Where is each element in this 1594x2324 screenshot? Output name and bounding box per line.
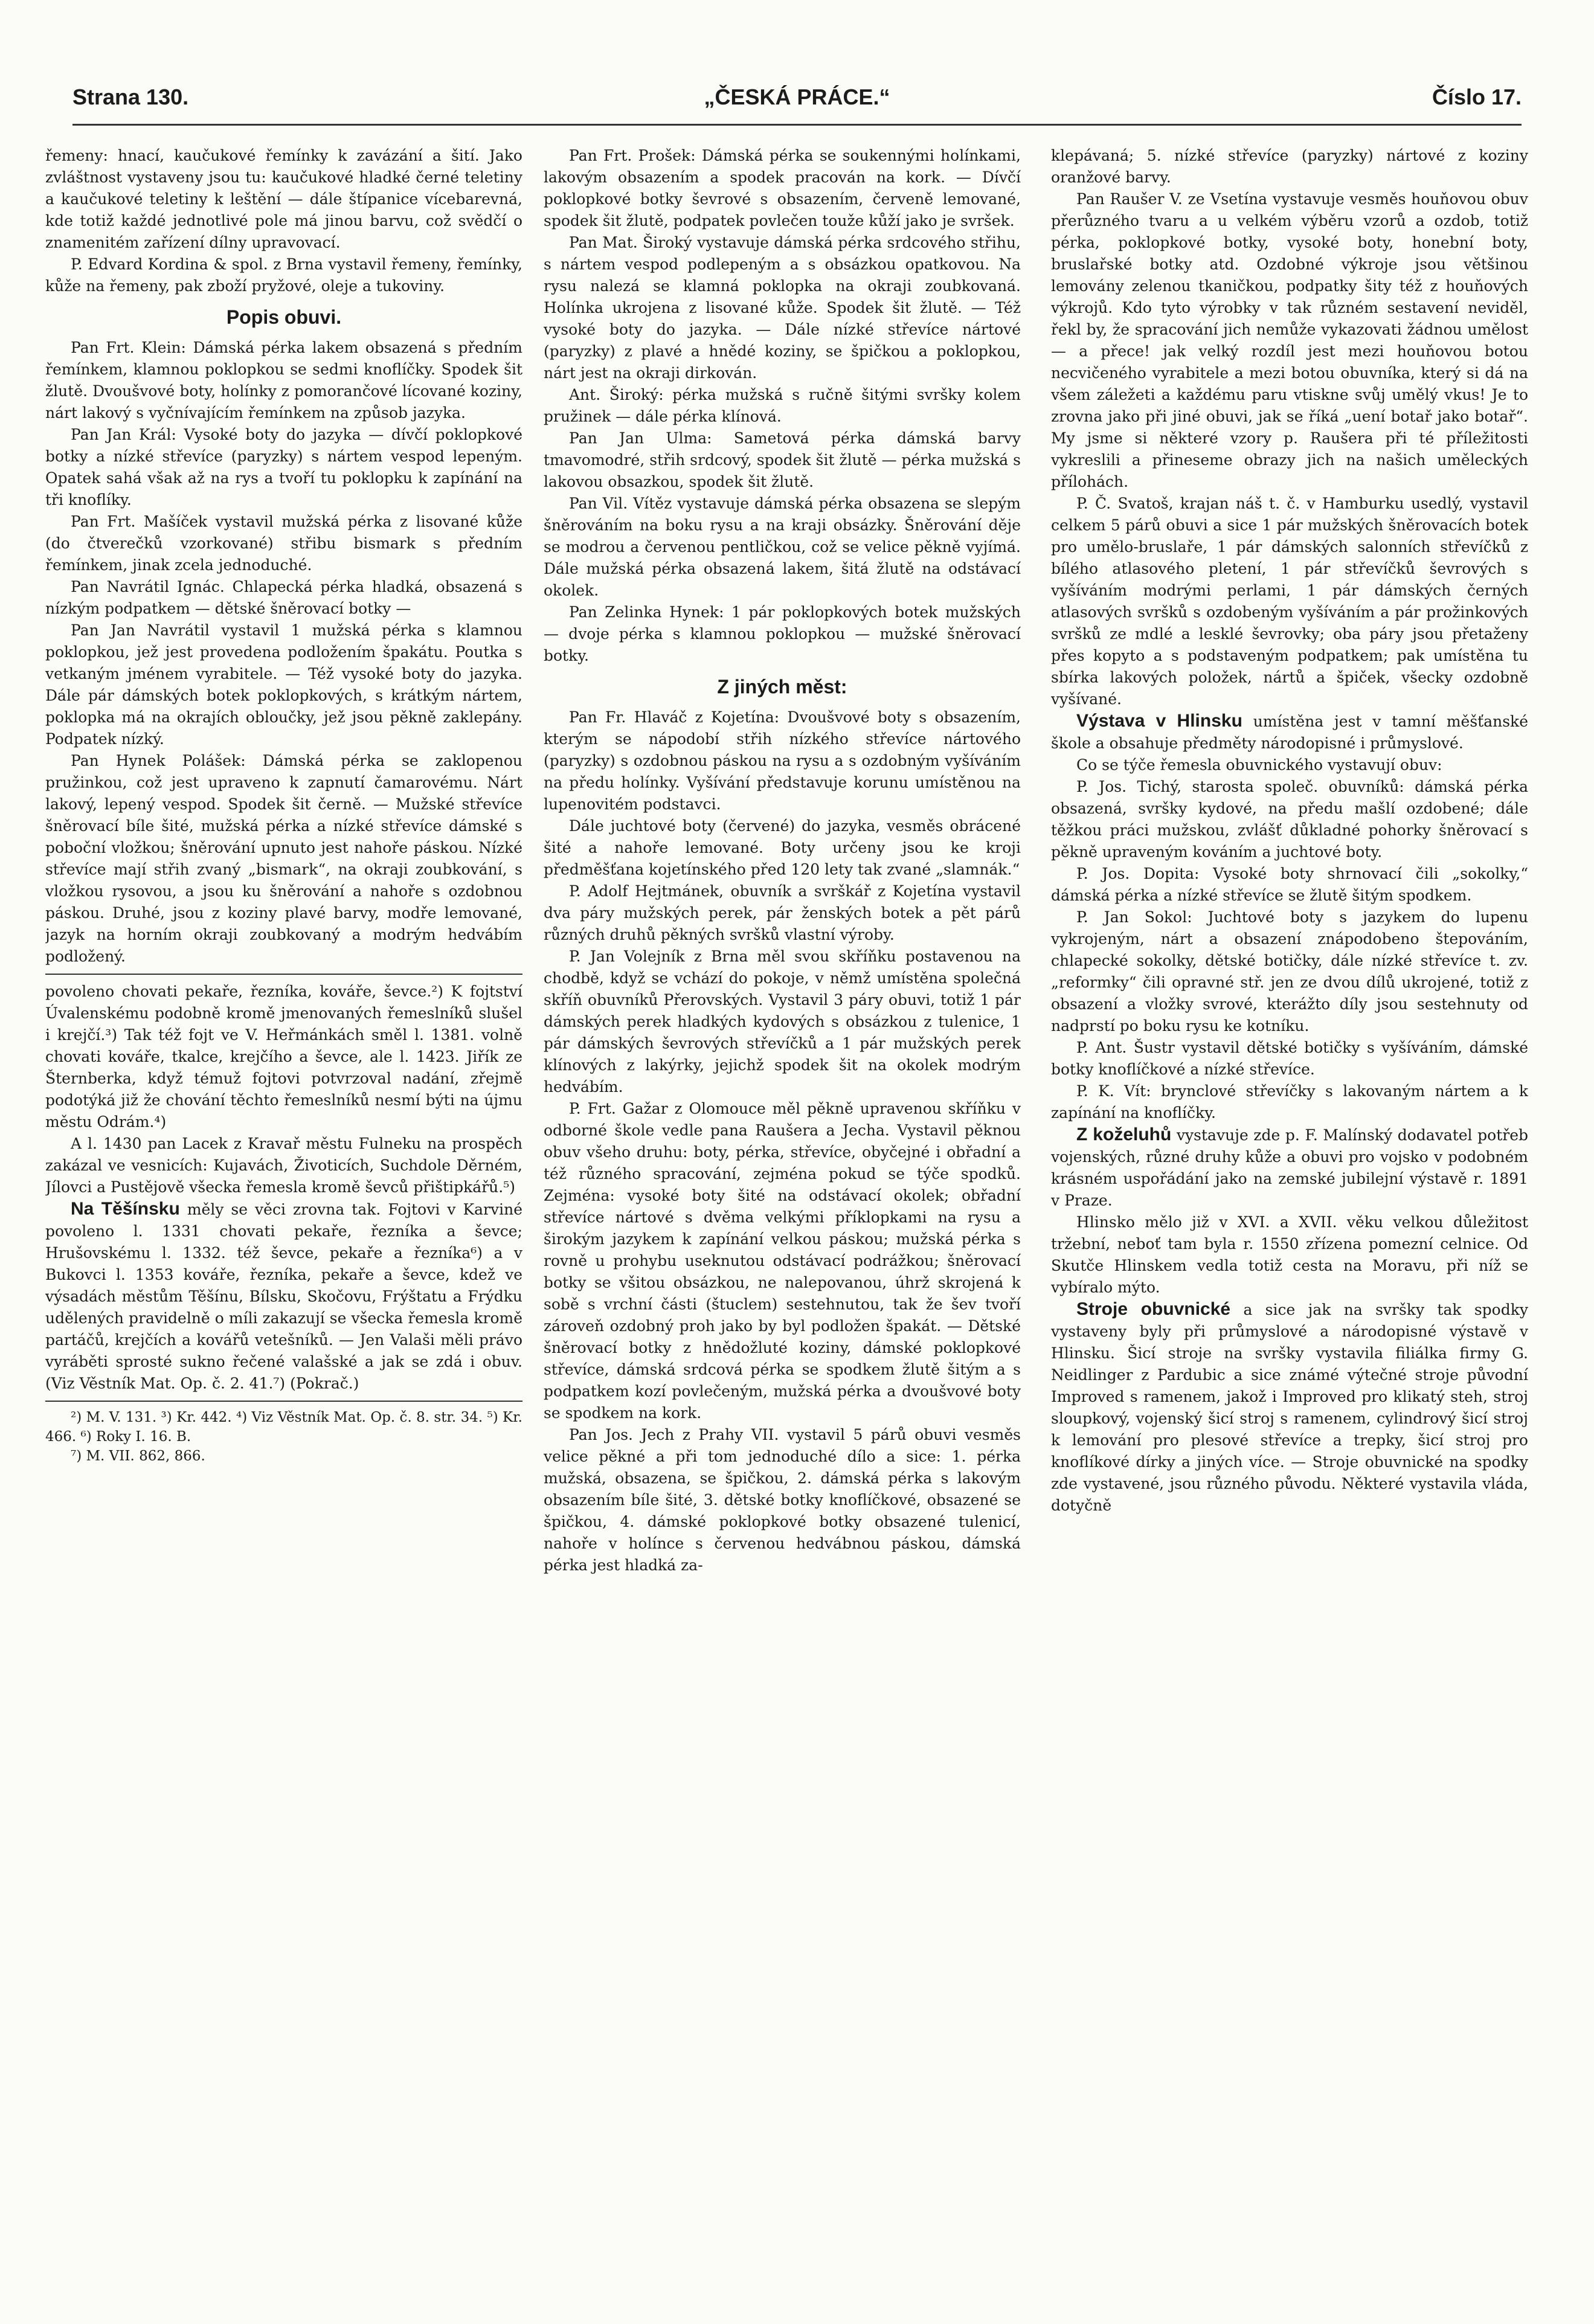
paragraph: P. Jos. Dopita: Vysoké boty shrnovací čili „sokolky,“ dámská pérka a nízké střevíce se žlutě šitým spodkem. [1051,865,1528,904]
column-1 [45,145,522,2295]
section-title-z-jinych-mest: Z jiných měst: [717,676,847,698]
paragraph: Pan Frt. Klein: Dámská pérka lakem obsazená s předním řemínkem, klamnou poklopkou se sedmi knoflíčky. Spodek šit žlutě. Dvoušvové boty, holínky z pomorančové lícované koziny, nárt lakový s vyčnívajícím řemínkem na způsob jazyka. [45,339,522,422]
paragraph [45,1198,522,1395]
section-divider [45,974,522,975]
column-2 [544,145,1021,2295]
paragraph: Pan Frt. Mašíček vystavil mužská pérka z lisované kůže (do čtverečků vzorkované) střibu bismark s předním řemínkem, jinak zcela jednoduché. [45,513,522,574]
paragraph: povoleno chovati pekaře, řezníka, kováře, ševce.²) K fojtství Úvalenskému podobně kromě jmenovaných řemeslníků slušel i krejčí.³) Tak též fojt ve V. Heřmánkách směl l. 1381. volně chovati kováře, tkalce, krejčího a ševce, ale l. 1423. Jiřík ze Šternberka, když témuž fojtovi potvrzoval nadání, zřejmě podotýká již že chování těchto řemeslníků nesmí býti na újmu městu Odrám.⁴) [45,983,522,1131]
paragraph: Pan Frt. Prošek: Dámská pérka se soukennými holínkami, lakovým obsazením a spodek pracován na kork. — Dívčí poklopkové botky ševrové s obsazením, červeně lemované, spodek šit žlutě, podpatek povlečen touže kůží jako je svršek. [544,147,1021,230]
footnote-divider [45,1401,522,1402]
paragraph: Pan Navrátil Ignác. Chlapecká pérka hladká, obsazená s nízkým podpatkem — dětské šněrovací botky — [45,578,522,617]
paragraph: Hlinsko mělo již v XVI. a XVII. věku velkou důležitost tržební, neboť tam byla r. 1550 zřízena pomezní celnice. Od Skutče Hlinskem vedla totiž cesta na Moravu, při níž se vybíralo mýto. [1051,1213,1528,1296]
run-in-heading: Z koželuhů [1076,1125,1172,1144]
paragraph [1051,1298,1528,1517]
paragraph: Co se týče řemesla obuvnického vystavují obuv: [1076,756,1442,774]
paragraph-text: vystavuje zde p. F. Malínský dodavatel potřeb vojenských, různé druhy kůže a obuvi pro vojsko v podobném krásném uspořádání jako na zemské jubilejní výstavě r. 1891 v Praze. [1051,1126,1528,1209]
paragraph: P. Adolf Hejtmánek, obuvník a svrškář z Kojetína vystavil dva páry mužských perek, pár ženských botek a pět párů různých druhů pěkných svršků vlastní výroby. [544,882,1021,943]
footnote: ²) M. V. 131. ³) Kr. 442. ⁴) Viz Věstník Mat. Op. č. 8. str. 34. ⁵) Kr. 466. ⁶) Roky I. 16. B. [45,1410,522,1445]
paragraph: Pan Zelinka Hynek: 1 pár poklopkových botek mužských — dvoje pérka s klamnou poklopkou — mužské šněrovací botky. [544,603,1021,664]
footnote: ⁷) M. VII. 862, 866. [71,1448,205,1464]
paragraph: Pan Vil. Vítěz vystavuje dámská pérka obsazena se slepým šněrováním na boku rysu a na kraji obsázky. Šněrování děje se modrou a červenou pentličkou, což se velice pěkně vyjímá. Dále mužská pérka obsazená lakem, šitá žlutě na odstávací okolek. [544,495,1021,599]
page-number: Strana 130. [72,85,189,109]
paragraph-text: a sice jak na svršky tak spodky vystaveny byly při průmyslové a národopisné výstavě v Hlinsku. Šicí stroje na svršky vystavila filiálka firmy G. Neidlinger z Pardubic a sice známé výtečné stroje původní Improved s ramenem, jakož i Improved pro klikatý steh, stroj sloupkový, vojenský šicí stroj s ramenem, cylindrový šicí stroj k lemování pro plesové střevíce a trepky, šicí stroj pro knoflíkové dírky a jiných více. — Stroje obuvnické na spodky zde vystavené, jsou různého původu. Některé vystavila vláda, dotyčně [1051,1301,1528,1514]
run-in-heading: Výstava v Hlinsku [1076,711,1242,731]
paragraph: Pan Jan Navrátil vystavil 1 mužská pérka s klamnou poklopkou, jež jest provedena podložením špakátu. Poutka s vetkaným jménem vyrabitele. — Též vysoké boty do jazyka. Dále pár dámských botek poklopkových, s krátkým nártem, poklopka má na okrajích obloučky, jež jsou pěkně zaklepány. Podpatek nízký. [45,621,522,748]
paragraph: Pan Jan Ulma: Sametová pérka dámská barvy tmavomodré, střih srdcový, spodek šit žlutě — pérka mužská s lakovou obsazkou, spodek šit žlutě. [544,429,1021,490]
paragraph: řemeny: hnací, kaučukové řemínky k zavázání a šití. Jako zvláštnost vystaveny jsou tu: kaučukové hladké černé teletiny a kaučukové teletiny k leštění — dále štípanice vícebarevná, kde totiž každé jednotlivé pole má jinou barvu, což svědčí o znamenitém zařízení dílny upravovací. [45,147,522,251]
paragraph: Pan Raušer V. ze Vsetína vystavuje vesměs houňovou obuv přerůzného tvaru a u velkém výběru vzorů a ozdob, totiž pérka, poklopkové botky, vysoké boty, honební boty, bruslařské botky atd. Ozdobné výkroje jsou většinou lemovány zelenou tkaničkou, podpatky šity též z houňových výkrojů. Kdo tyto výrobky v tak různém sestavení neviděl, řekl by, že spracování jich nemůže vykazovati žádnou umělost — a přece! jak velký rozdíl jest mezi houňovou botou necvičeného vyrabitele a mezi botou obuvníka, který si dá na všem záležeti a každému paru vtiskne svůj umělý vkus! Je to zrovna jako při jiné obuvi, jak se říká „uení botař jako botař“. My jsme si některé vzory p. Raušera při té příležitosti vykreslili a přineseme obrazy jich na našich uměleckých přílohách. [1051,190,1528,490]
paragraph: Pan Jos. Jech z Prahy VII. vystavil 5 párů obuvi vesměs velice pěkné a při tom jednoduché dílo a sice: 1. pérka mužská, obsazena, se špičkou, 2. dámská pérka s lakovým obsazením bíle šité, 3. dětské botky knoflíčkové, obsazené se špičkou, 4. dámské poklopkové botky obsazené tulenicí, nahoře v holínce s červenou hedvábnou páskou, dámská pérka jest hladká za- [544,1426,1021,1574]
paragraph: Dále juchtové boty (červené) do jazyka, vesměs obrácené šité a nahoře lemované. Boty určeny jsou ke kroji předměšťana kojetínského před 120 lety tak zvané „slamnák.“ [544,817,1021,878]
page-header [72,85,1522,127]
run-in-heading: Na Těšínsku [71,1199,180,1219]
paragraph: Pan Hynek Polášek: Dámská pérka se zaklopenou pružinkou, což jest upraveno k zapnutí čamarovému. Nárt lakový, lepený vespod. Spodek šit černě. — Mužské střevíce šněrovací bíle šité, mužská pérka a nízké střevíce dámské s poboční vložkou; šněrování upnuto jest nahoře páskou. Nízké střevíce mají střih zvaný „bismark“, na okraji zoubkování, s vložkou rysovou, a jsou ku šněrování a nahoře s ozdobnou páskou. Druhé, jsou z koziny plavé barvy, modře lemované, jazyk na horním okraji zoubkovaný a modrým hedvábím podložený. [45,752,522,965]
issue-number: Číslo 17. [1432,85,1522,109]
paragraph: P. Ant. Šustr vystavil dětské botičky s vyšíváním, dámské botky knoflíčkové a nízké střevíce. [1051,1039,1528,1078]
run-in-heading: Stroje obuvnické [1076,1299,1231,1319]
paragraph [1051,710,1528,754]
paragraph: P. Č. Svatoš, krajan náš t. č. v Hamburku usedlý, vystavil celkem 5 párů obuvi a sice 1 pár mužských šněrovacích botek pro umělo-bruslaře, 1 pár dámských salonních střevíčků z bílého atlasového pletení, 1 pár střevíčků ševrových s vyšíváním modrými perlami, 1 pár dámských černých atlasových svršků s ozdobeným vyšíváním a pár prožinkových svršků ze mdlé a lesklé ševrovky; oba páry jsou přetaženy přes kopyto a s podstaveným podpatkem; pak umístěna tu sbírka lakových položek, nártů a špiček, všecky ozdobně vyšívané. [1051,495,1528,708]
paragraph: Ant. Široký: pérka mužská s ručně šitými svršky kolem pružinek — dále pérka klínová. [544,386,1021,425]
paragraph: Pan Mat. Široký vystavuje dámská pérka srdcového střihu, s nártem vespod podlepeným a s obsázkou opatkovou. Na rysu nalezá se klamná poklopka na okraji zoubkovaná. Holínka ukrojena z lisované kůže. Spodek šit žlutě. — Též vysoké boty do jazyka. — Dále nízké střevíce nártové (paryzky) z plavé a hnědé koziny, se špičkou a poklopkou, nárt jest na okraji dirkován. [544,234,1021,382]
column-3 [1051,145,1528,2295]
paragraph: Pan Fr. Hlaváč z Kojetína: Dvoušvové boty s obsazením, kterým se nápodobí střih nízkého střevíce nártového (paryzky) s ozdobnou páskou na rysu a s ozdobným vyšíváním na předu holínky. Vyšívání představuje korunu umístěnou na lupenovitém podstavci. [544,708,1021,813]
paragraph: P. Jan Volejník z Brna měl svou skříňku postavenou na chodbě, když se vchází do pokoje, v němž umístěna společná skříň obuvníků Přerovských. Vystavil 3 páry obuvi, totiž 1 pár dámských perek hladkých kydových s obsázkou z tulenice, 1 pár dámských ševrových střevíčků a 1 pár mužských perek klínových z lakýrky, jejichž spodek šit na okolek modrým hedvábím. [544,948,1021,1096]
paragraph: P. Edvard Kordina & spol. z Brna vystavil řemeny, řemínky, kůže na řemeny, pak zboží pryžové, oleje a tukoviny. [45,255,522,295]
paragraph-text: umístěna jest v tamní měšťanské škole a obsahuje předměty národopisné i průmyslové. [1051,713,1528,752]
paragraph: Pan Jan Král: Vysoké boty do jazyka — dívčí poklopkové botky a nízké střevíce (paryzky) s nártem vespod lepeným. Opatek sahá však až na rys a tvoří tu poklopku k zapínání na tři knoflíky. [45,426,522,509]
header-rule [72,124,1522,126]
journal-title: „ČESKÁ PRÁCE.“ [704,85,890,109]
paragraph [1051,1124,1528,1212]
section-title-popis: Popis obuvi. [226,306,342,328]
paragraph: P. K. Vít: brynclové střevíčky s lakovaným nártem a k zapínání na knoflíčky. [1051,1082,1528,1122]
paragraph: P. Jos. Tichý, starosta společ. obuvníků: dámská pérka obsazená, svršky kydové, na předu mašlí ozdobené; dále těžkou práci mužskou, zvlášť důkladné pohorky šněrovací s pěkně upraveným kováním a juchtové boty. [1051,778,1528,861]
paragraph-text: měly se věci zrovna tak. Fojtovi v Karviné povoleno l. 1331 chovati pekaře, řezníka a ševce; Hrušovskému l. 1332. též ševce, pekaře a řezníka⁶) a v Bukovci l. 1353 kováře, řezníka, pekaře a ševce, kdež ve výsadách městům Těšínu, Bílsku, Skočovu, Frýštatu a Frýdku udělených pravidelně o míli zakazují se všecka řemesla kromě partáčů, krejčích a kovářů vetešníků. — Jen Valaši měli právo vyráběti sprosté sukno řečené valašské a jak se zdá i obuv. (Viz Věstník Mat. Op. č. 2. 41.⁷) (Pokrač.) [45,1201,522,1392]
paragraph: P. Jan Sokol: Juchtové boty s jazykem do lupenu vykrojeným, nárt a obsazení znápodobeno štepováním, chlapecké sokolky, dětské botičky, dále nízké střevíce t. zv. „reformky“ čili opravné stř. jen ze dvou dílů ukrojené, totiž z obsazení a vložky svrové, kterážto díly jsou sestehnuty od nadprstí po boku rysu ke kotníku. [1051,908,1528,1035]
paragraph: klepávaná; 5. nízké střevíce (paryzky) nártové z koziny oranžové barvy. [1051,147,1528,186]
paragraph: P. Frt. Gažar z Olomouce měl pěkně upravenou skříňku v odborné škole vedle pana Raušera a Jecha. Vystavil pěknou obuv všeho druhu: boty, pérka, střevíce, obyčejné i obřadní a též různého spracování, zejména pokud se týče spodků. Zejména: vysoké boty šité na odstávací okolek; obřadní střevíce nártové s dvěma velkými příklopkami na rysu a širokým jazykem k zapínání velkou páskou; mužská pérka s rovně u prohybu useknutou odstávací podrážkou; šněrovací botky se všitou obsázkou, ne nalepovanou, úhrž skrojená k sobě s vrchní části (štuclem) sestehnutou, tak že šev tvoří zároveň ozdobný proh jako by byl podložen špakát. — Dětské šněrovací botky z hnědožluté koziny, dámské poklopkové střevíce, dámská srdcová pérka se spodkem žlutě šitým a s podpatkem kozí povlečeným, mužská pérka a dvoušvové boty se spodkem na kork. [544,1100,1021,1422]
paragraph: A l. 1430 pan Lacek z Kravař městu Fulneku na prospěch zakázal ve vesnicích: Kujavách, Životicích, Suchdole Děrném, Jílovci a Pustějově všecka řemesla kromě ševců přištipkářů.⁵) [45,1135,522,1196]
